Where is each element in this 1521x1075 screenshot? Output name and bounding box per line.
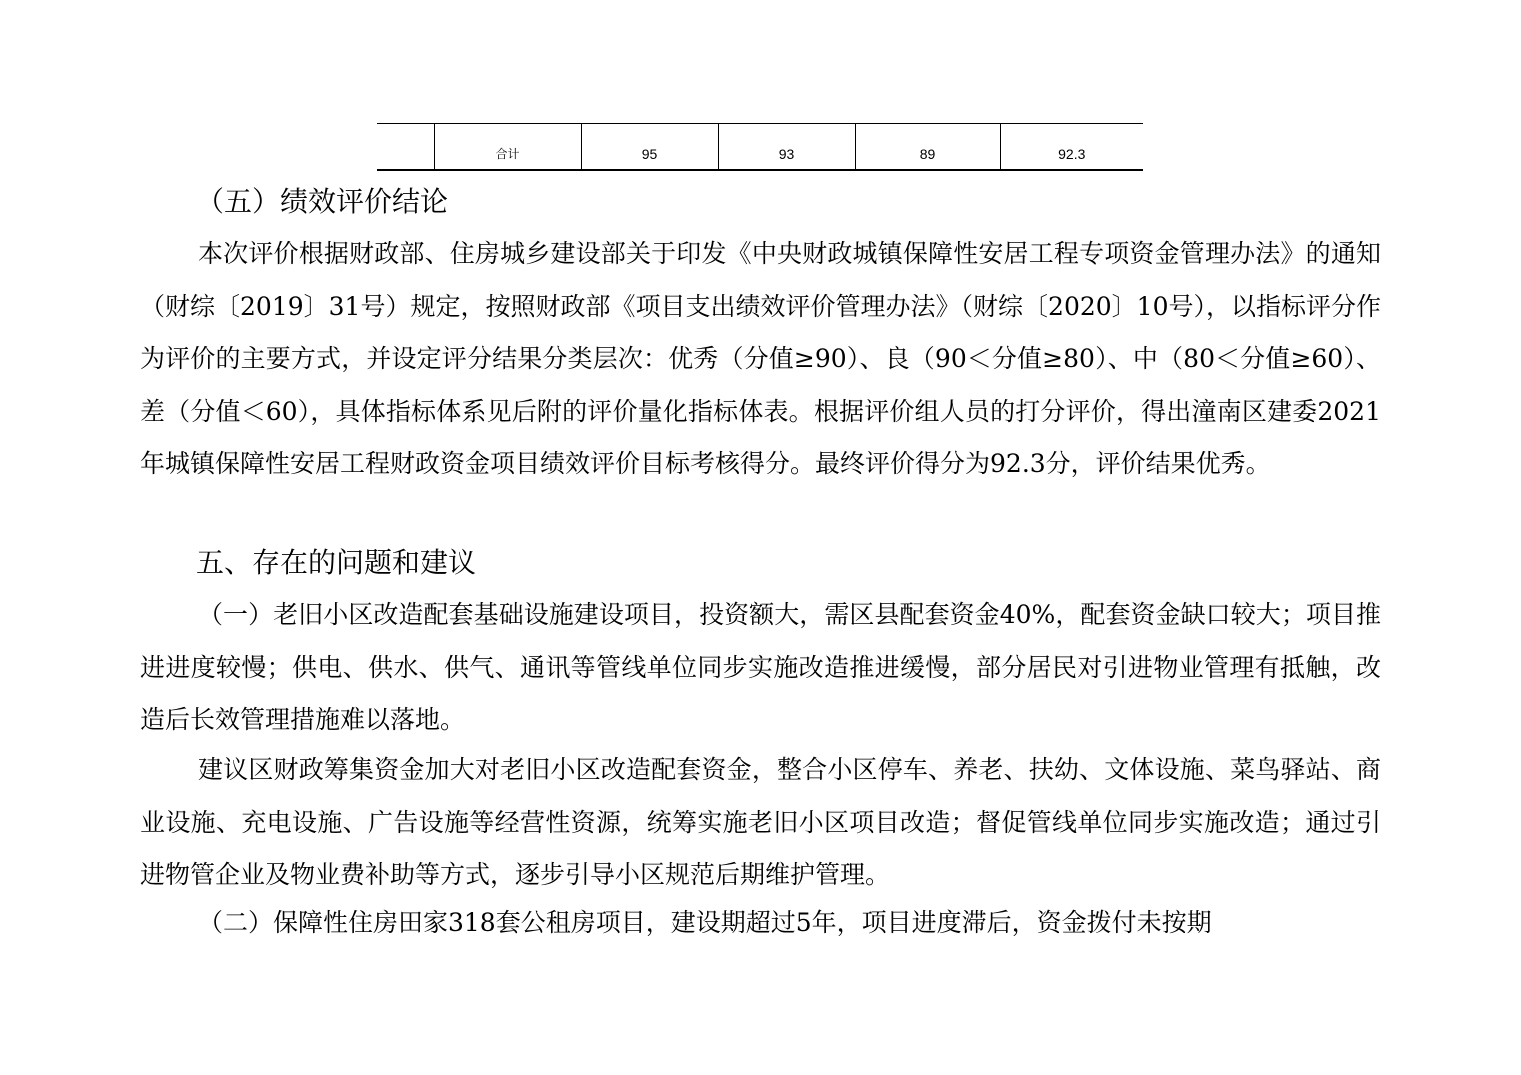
table-cell-score-final: 92.3	[1000, 124, 1143, 171]
score-summary-table	[377, 123, 1143, 171]
table-cell-total-label: 合计	[434, 124, 581, 171]
issue-2-paragraph: （二）保障性住房田家318套公租房项目，建设期超过5年，项目进度滞后，资金拨付未按期	[198, 908, 1212, 937]
suggestion-1-paragraph: 建议区财政筹集资金加大对老旧小区改造配套资金，整合小区停车、养老、扶幼、文体设施、菜鸟驿站、商业设施、充电设施、广告设施等经营性资源，统筹实施老旧小区项目改造；督促管线单位同步实施改造；通过引进物管企业及物业费补助等方式，逐步引导小区规范后期维护管理。	[140, 755, 1381, 889]
table-cell-score-3: 89	[855, 124, 1000, 171]
conclusion-heading: （五）绩效评价结论	[196, 185, 449, 218]
table-cell-score-1: 95	[581, 124, 718, 171]
table-cell-blank	[377, 124, 434, 171]
table-row-total	[377, 124, 1143, 171]
issues-heading: 五、存在的问题和建议	[196, 546, 477, 579]
score-summary-table-wrap	[377, 123, 1143, 171]
issue-1-paragraph: （一）老旧小区改造配套基础设施建设项目，投资额大，需区县配套资金40%，配套资金缺口较大；项目推进进度较慢；供电、供水、供气、通讯等管线单位同步实施改造推进缓慢，部分居民对引进物业管理有抵触，改造后长效管理措施难以落地。	[140, 600, 1381, 734]
conclusion-paragraph: 本次评价根据财政部、住房城乡建设部关于印发《中央财政城镇保障性安居工程专项资金管理办法》的通知（财综〔2019〕31号）规定，按照财政部《项目支出绩效评价管理办法》（财综〔2020〕10号），以指标评分作为评价的主要方式，并设定评分结果分类层次：优秀（分值≥90）、良（90＜分值≥80）、中（80＜分值≥60）、差（分值＜60），具体指标体系见后附的评价量化指标体表。根据评价组人员的打分评价，得出潼南区建委2021年城镇保障性安居工程财政资金项目绩效评价目标考核得分。最终评价得分为92.3分，评价结果优秀。	[140, 239, 1381, 478]
table-cell-score-2: 93	[718, 124, 855, 171]
